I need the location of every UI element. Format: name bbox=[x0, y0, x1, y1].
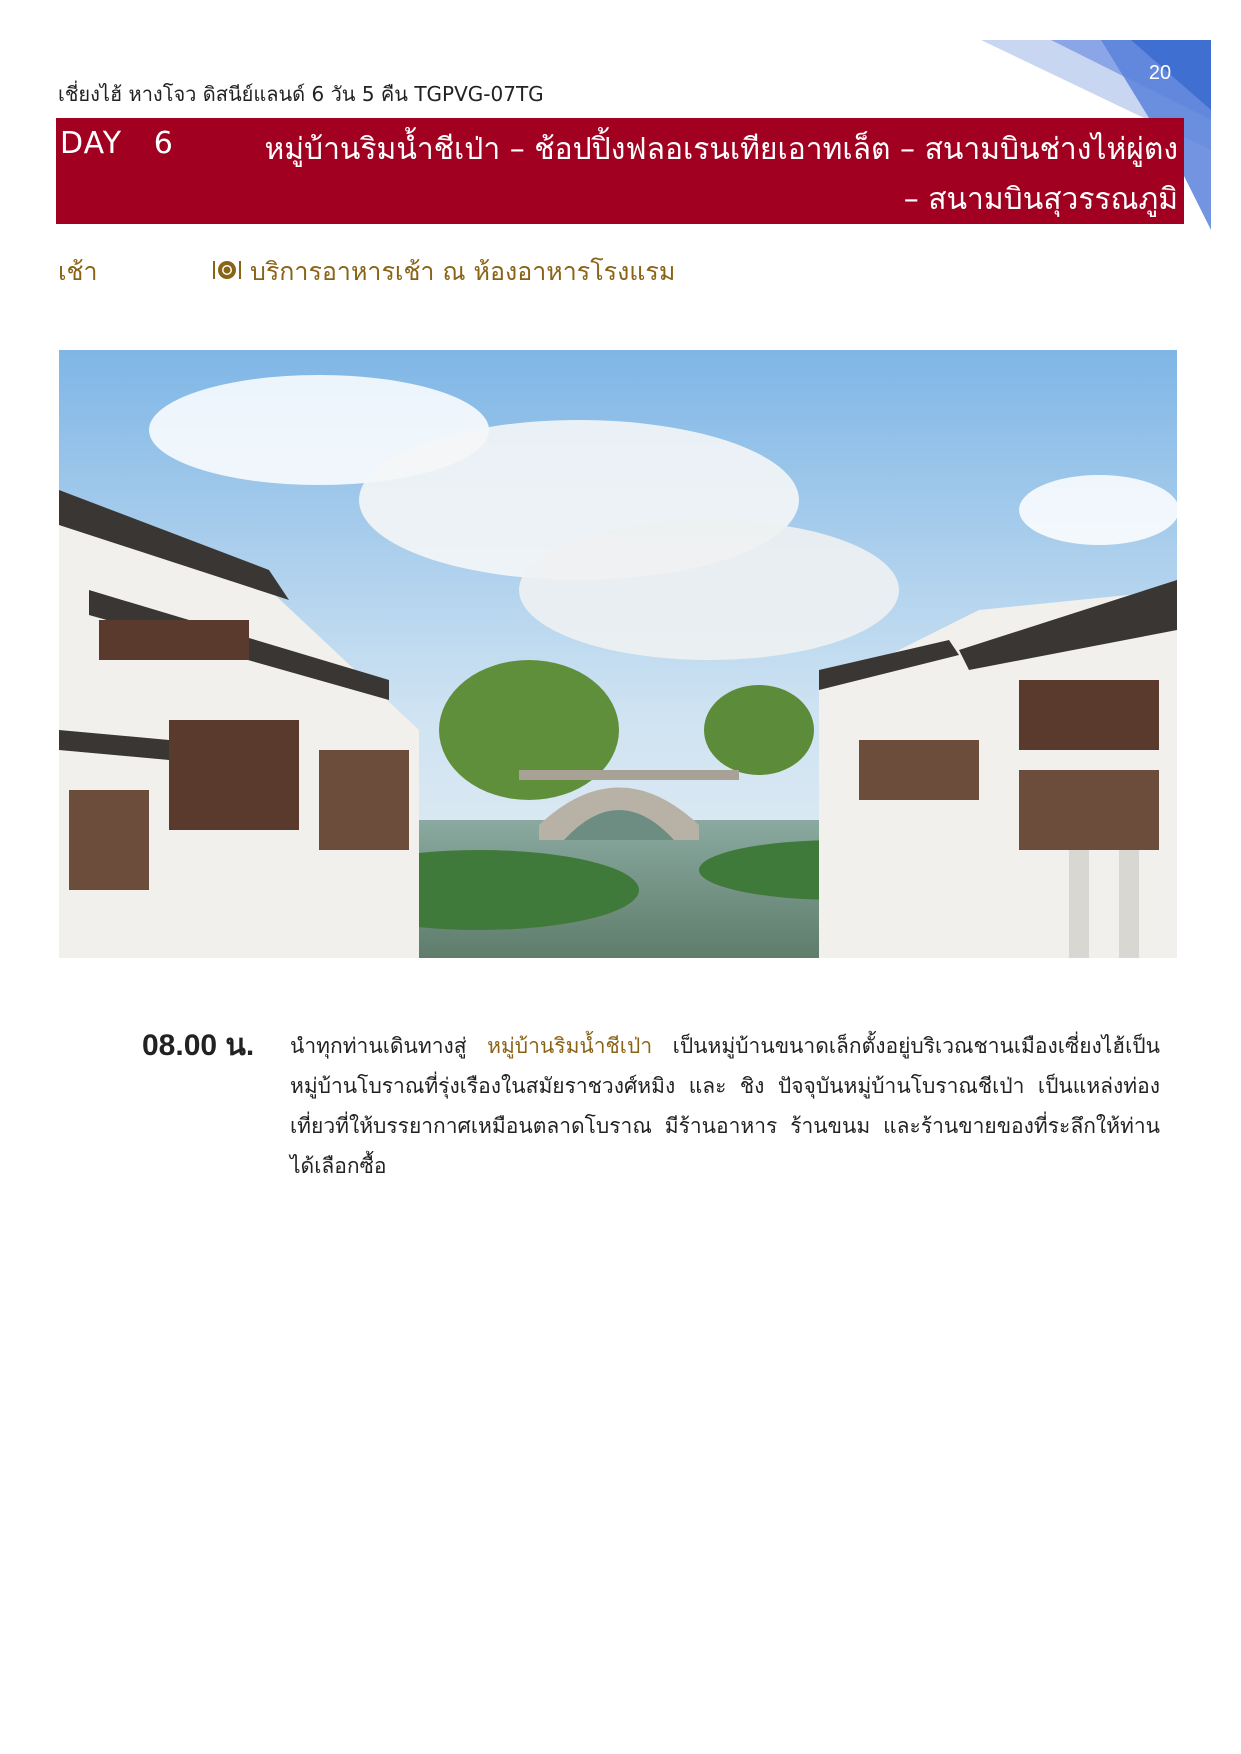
highlight-place-name: หมู่บ้านริมน้ำชีเป่า bbox=[487, 1034, 653, 1058]
description-text-start: นำทุกท่านเดินทางสู่ bbox=[290, 1034, 488, 1058]
itinerary-time: 08.00 น. bbox=[142, 1029, 255, 1062]
description-text-end: เป็นหมู่บ้านขนาดเล็กตั้งอยู่บริเวณชานเมืองเซี่ยงไฮ้เป็นหมู่บ้านโบราณที่รุ่งเรืองในสมัยราชวงศ์หมิง และ ชิง ปัจจุบันหมู่บ้านโบราณชีเป่า เป็นแหล่งท่องเที่ยวที่ให้บรรยากาศเหมือนตลาดโบราณ มีร้านอาหาร ร้านขนม และร้านขายของที่ระลึกให้ท่านได้เลือกซื้อ bbox=[290, 1034, 1160, 1178]
page-number: 20 bbox=[1148, 62, 1172, 84]
meal-row bbox=[58, 252, 1158, 292]
dining-plate-icon bbox=[212, 258, 242, 282]
meal-time: เช้า bbox=[58, 257, 98, 286]
photo-qibao-water-town bbox=[59, 350, 1177, 958]
day-route-line1: หมู่บ้านริมน้ำชีเป่า – ช้อปปิ้งฟลอเรนเทียเอาทเล็ต – สนามบินช่างไห่ผู่ตง bbox=[264, 132, 1178, 167]
day-banner bbox=[56, 118, 1184, 224]
day-route-line2: – สนามบินสุวรรณภูมิ bbox=[903, 182, 1178, 217]
meal-text: บริการอาหารเช้า ณ ห้องอาหารโรงแรม bbox=[250, 257, 676, 286]
itinerary-description bbox=[290, 1026, 1160, 1186]
day-label: DAY 6 bbox=[60, 126, 174, 161]
document-title: เชี่ยงไฮ้ หางโจว ดิสนีย์แลนด์ 6 วัน 5 คืน TGPVG-07TG bbox=[58, 82, 544, 106]
